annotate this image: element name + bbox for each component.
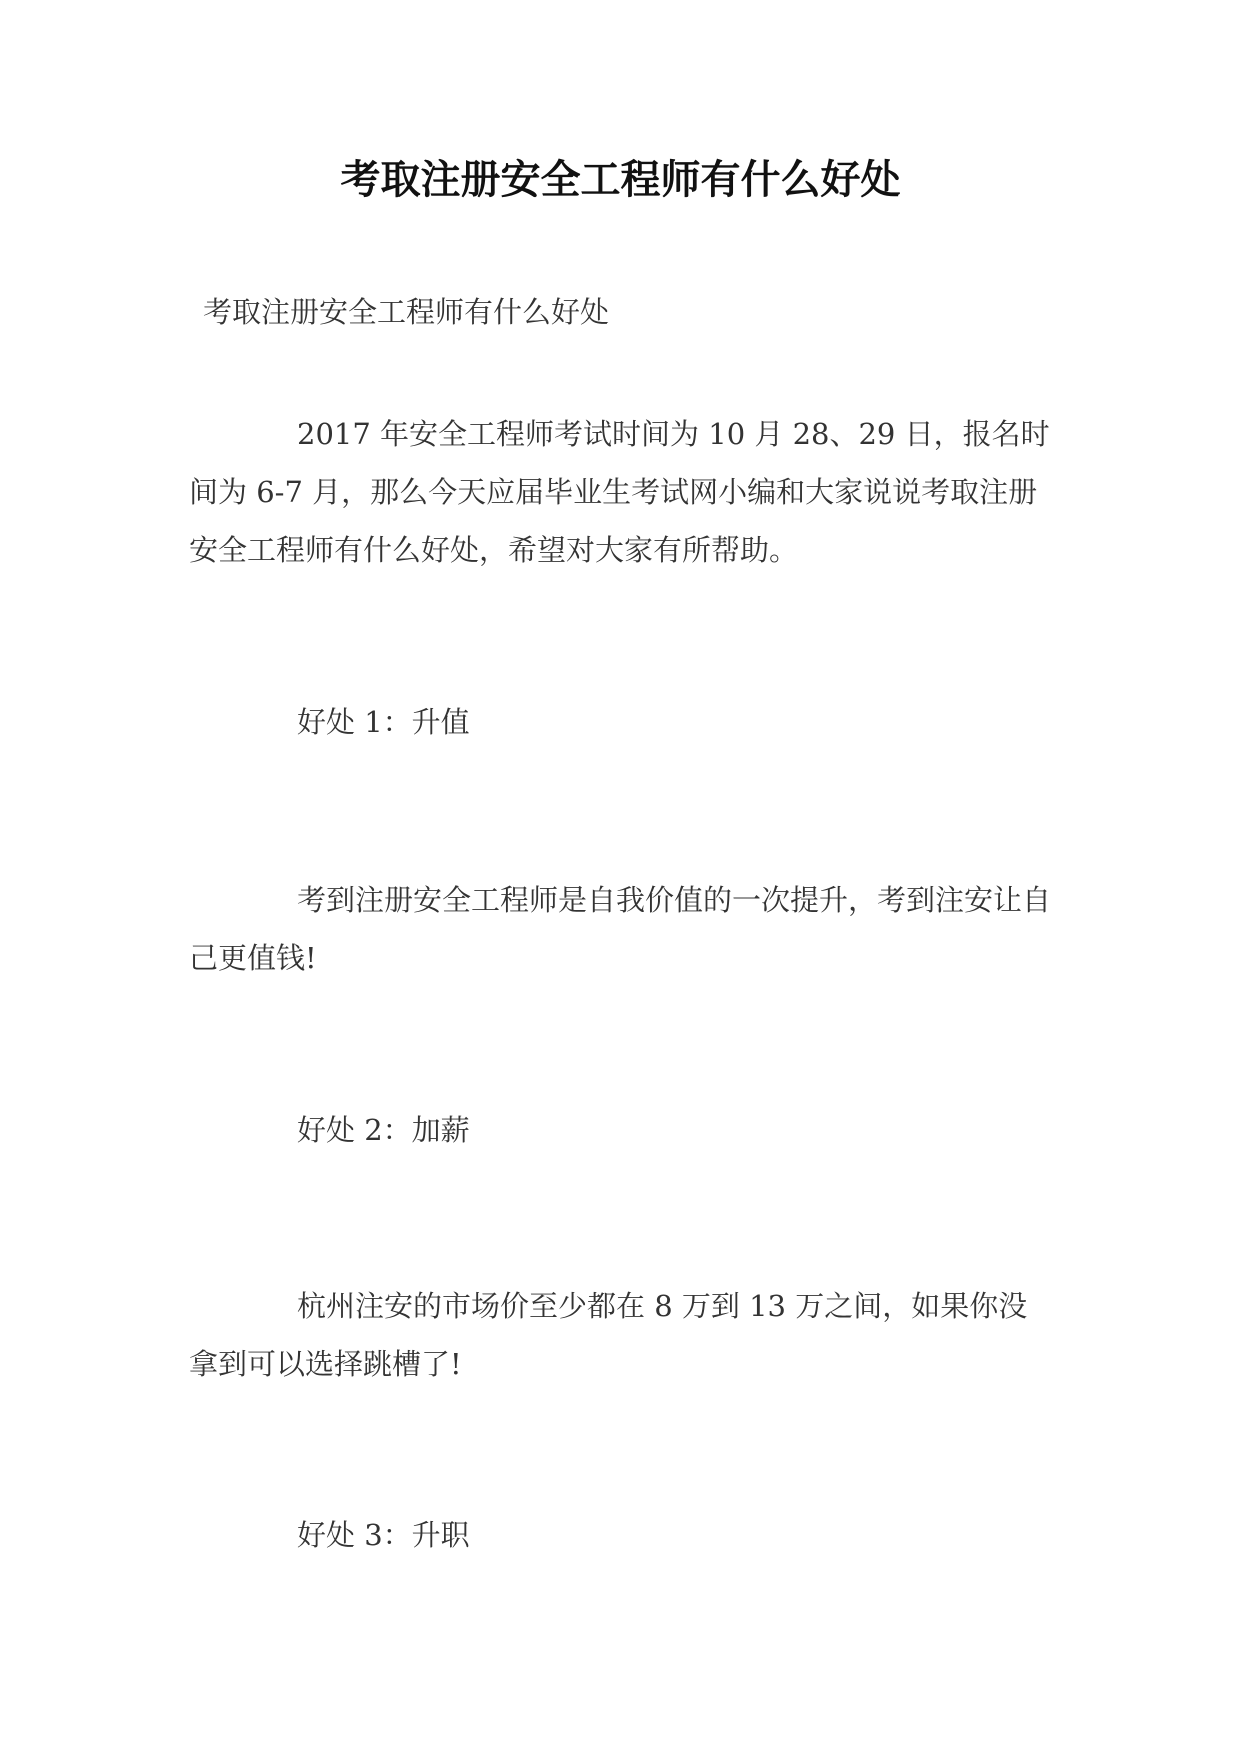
benefit-2-paragraph: 杭州注安的市场价至少都在 8 万到 13 万之间，如果你没拿到可以选择跳槽了! [189, 1289, 1028, 1381]
benefit-1-heading: 好处 1：升值 [297, 705, 470, 739]
benefit-3-heading: 好处 3：升职 [297, 1518, 470, 1552]
intro-paragraph: 2017 年安全工程师考试时间为 10 月 28、29 日，报名时间为 6-7 月，那么今天应届毕业生考试网小编和大家说说考取注册安全工程师有什么好处，希望对大家有所帮助。 [189, 417, 1050, 567]
benefit-1-paragraph: 考到注册安全工程师是自我价值的一次提升，考到注安让自己更值钱! [189, 883, 1052, 975]
document-title: 考取注册安全工程师有什么好处 [340, 157, 901, 203]
document-subtitle: 考取注册安全工程师有什么好处 [203, 295, 610, 329]
benefit-2-heading: 好处 2：加薪 [297, 1113, 470, 1147]
